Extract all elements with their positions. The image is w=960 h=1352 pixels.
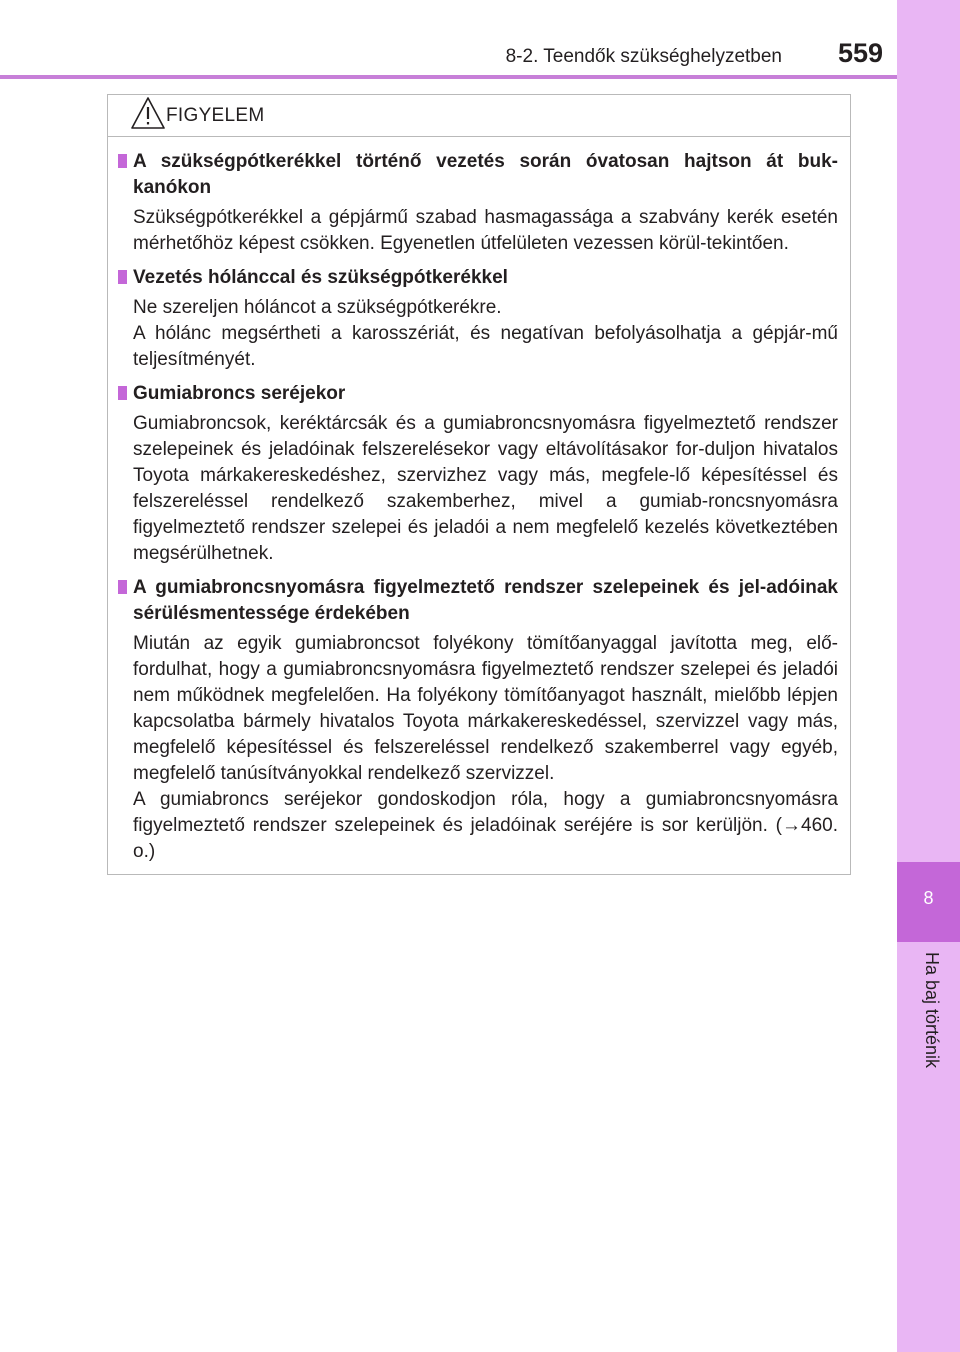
bullet-square-icon bbox=[118, 580, 127, 594]
item-paragraph: Gumiabroncsok, keréktárcsák és a gumiabroncsnyomásra figyelmeztető rendszer szelepeinek és jeladóinak felszerelésekor vagy eltávolításakor for-duljon hivatalos Toyota márkakereskedéshez, szervizhez vagy más, megfele-lő képesítéssel és felszereléssel rendelkező szakemberhez, mivel a gumiab-roncsnyomásra figyelmeztető rendszer szelepei és jeladói a nem megfelelő kezelés következtében megsérülhetnek. bbox=[133, 413, 838, 564]
bullet-square-icon bbox=[118, 154, 127, 168]
warning-header bbox=[108, 95, 850, 137]
header-divider bbox=[0, 75, 897, 79]
warning-box bbox=[107, 94, 851, 875]
bullet-square-icon bbox=[118, 270, 127, 284]
warning-item bbox=[118, 381, 838, 567]
section-title: 8-2. Teendők szükséghelyzetben bbox=[505, 46, 782, 67]
item-title: Gumiabroncs seréjekor bbox=[133, 383, 346, 404]
item-paragraph: Szükségpótkerékkel a gépjármű szabad hasmagassága a szabvány kerék esetén mérhetőhöz képest csökken. Egyenetlen útfelületen vezessen körül-tekintően. bbox=[133, 207, 838, 254]
warning-item bbox=[118, 265, 838, 373]
warning-body bbox=[108, 137, 850, 865]
page-number: 559 bbox=[837, 38, 883, 68]
item-paragraph: A hólánc megsértheti a karosszériát, és negatívan befolyásolhatja a gépjár-mű teljesítményét. bbox=[133, 323, 838, 370]
bullet-square-icon bbox=[118, 386, 127, 400]
side-tab bbox=[897, 0, 960, 1352]
item-title: Vezetés hólánccal és szükségpótkerékkel bbox=[133, 267, 508, 288]
warning-triangle-icon bbox=[130, 96, 166, 130]
item-title: A gumiabroncsnyomásra figyelmeztető rendszer szelepeinek és jel-adóinak sérülésmentessége érdekében bbox=[133, 577, 838, 624]
warning-item bbox=[118, 575, 838, 865]
item-paragraph: Ne szereljen hóláncot a szükségpótkerékre. bbox=[133, 297, 502, 318]
item-paragraph: Miután az egyik gumiabroncsot folyékony tömítőanyaggal javította meg, elő-fordulhat, hogy a gumiabroncsnyomásra figyelmeztető rendszer szelepei és jeladói nem működnek megfelelően. Ha folyékony tömítőanyagot használt, mielőbb lépjen kapcsolatba bármely hivatalos Toyota márkakereskedéssel, szervizzel vagy más, megfelelő képesítéssel és felszereléssel rendelkező szakemberrel vagy egyéb, megfelelő tanúsítványokkal rendelkező szervizzel. bbox=[133, 633, 838, 784]
item-paragraph: A gumiabroncs seréjekor gondoskodjon róla, hogy a gumiabroncsnyomásra figyelmeztető rendszer szelepeinek és jeladóinak seréjére is sor kerüljön. (→460. o.) bbox=[133, 789, 838, 862]
warning-item bbox=[118, 149, 838, 257]
item-title: A szükségpótkerékkel történő vezetés során óvatosan hajtson át buk-kanókon bbox=[133, 151, 838, 198]
warning-title: FIGYELEM bbox=[166, 105, 265, 126]
chapter-number: 8 bbox=[897, 862, 960, 942]
chapter-label: Ha baj történik bbox=[922, 952, 942, 1069]
